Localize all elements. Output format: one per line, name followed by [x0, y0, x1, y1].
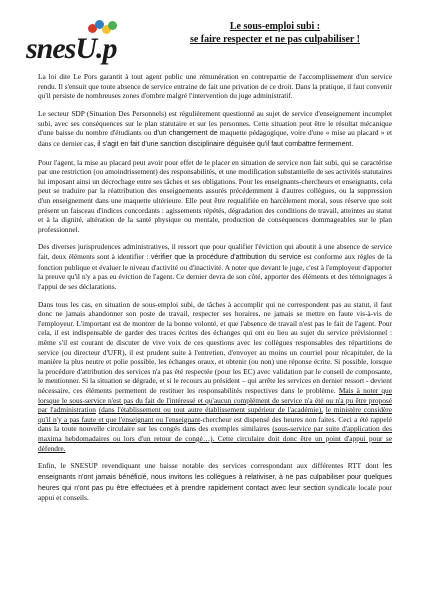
paragraph-sous-emploi	[38, 300, 392, 454]
logo-wordmark	[26, 32, 117, 66]
document-body	[38, 72, 392, 511]
logo-text-before: snesU	[26, 32, 97, 65]
p2-highlight-a: d'un changement de	[153, 130, 218, 138]
p6-text-a: Enfin, le SNESUP revendiquant une baisse notable des services correspondant aux différentes RTT dont	[38, 461, 379, 471]
title-line-1: Le sous-emploi subi :	[229, 21, 321, 32]
p5-text-e: -chercheur est dispensé des heures non faites. Ceci a été rappelé dans la toute nouvelle circulaire sur les congés dans des exemples similaires	[38, 414, 392, 434]
p4-text-c: est conforme aux règles de la fonction publique et évaluer le niveau d'activité ou d'inactivité. A noter que devant le juge, c'est à l'employeur d'apporter la preuve qu'il n'y a pas eu éviction de l'agent. Ce dernier devra de son côté, apporter des éléments et des témoignages à l'appui de ses déclarations.	[38, 252, 392, 291]
p5-underlined-c: (dans l'établissement ou tout autre établissement supérieur de l'académie),	[98, 405, 323, 415]
document-title	[150, 20, 400, 46]
p2-highlight-f: qu'il faut combattre fermement.	[257, 140, 354, 148]
p4-highlight-b: vérifier que la procédure d'attribution du service	[150, 254, 302, 262]
p6-text-d: syndicale locale pour appui et conseils.	[38, 482, 393, 503]
p5-underlined-b: Mais à noter que lorsque le sous-service n'est pas du fait de l'intéressé et qu'aucun complément de service n'a été ou n'a pu être proposé par l'administration	[38, 385, 392, 415]
p5-underlined-d: le ministère considère qu'il n'y a pas faute et que l'enseignant ou l'enseignant	[38, 405, 393, 424]
paragraph-conclusion	[38, 461, 392, 502]
title-line-2: se faire respecter et ne pas culpabiliser !	[189, 34, 361, 45]
p2-highlight-d: il s'agit en fait d'une	[97, 140, 159, 148]
paragraph-mise-au-placard: Pour l'agent, la mise au placard peut avoir pour effet de le placer en situation de service non fait subi, qui se caractérise par une restriction (ou amoindrissement) des responsabilités, et une modification substantielle de ses activités statutaires lui imposant ainsi un décrochage entre ses tâches et ses obligations. Pour les enseignants-chercheurs et enseignants, cela peut se traduire par la réattribution des enseignements assurés précédemment à d'autres collègues, ou la suppression d'un enseignement dans une maquette ultérieure. Elle peut être requalifiée en harcèlement moral, sous réserve que soit présent un faisceau d'indices concordants : agissements répétés, dégradation des conditions de travail, atteintes au statut et à la dignité, altération de la santé physique ou mentale, production de conséquences dommageables sur le plan professionnel.	[38, 157, 392, 234]
logo-text-after: .p	[96, 32, 117, 65]
p5-underlined-f: (sous-service par suite d'application des maxima hebdomadaires ou lors d'un retour de congé…). Cette circulaire doit donc être un point d'appui pour se défendre.	[38, 424, 392, 453]
p6-highlight-c: quelques heures qui n'ont pas pu être effectuées et à prendre rapidement contact avec leur section	[38, 473, 392, 492]
p6-highlight-b: les enseignants n'ont jamais bénéficié, nous invitons les collègues à relativiser, à ne pas culpabiliser pour	[38, 463, 392, 481]
paragraph-sdp	[38, 109, 392, 149]
p4-text-a: Des diverses jurisprudences administratives, il ressort que pour qualifier l'éviction qui aboutit à une absence de service fait, deux éléments sont à identifier :	[38, 242, 392, 262]
p2-text-a: Le secteur SDP (Situation Des Personnels) est régulièrement questionné au sujet de service d'enseignement incomplet subi, avec ses conséquences sur le plan statutaire et sur les personnes. Cette situation peut être le résultat mécanique d'une baisse du nombre d'étudiants ou	[38, 108, 392, 138]
p2-highlight-e: sanction disciplinaire déguisée	[160, 140, 256, 148]
p2-text-c: maquette pédagogique, voire d'une « mise au placard » et dans ce dernier cas,	[38, 128, 393, 148]
p5-text-a: Dans tous les cas, en situation de sous-emploi subi, de tâches à accomplir qui ne correspondent pas au statut, il faut donc ne jamais abandonner son poste de travail, respecter ses horaires, ne jamais se mettre en faute vis-à-vis de l'employeur. L'important est de montrer de la bonne volonté, et que l'absence de travail n'est pas le fait de l'agent. Pour cela, il est indispensable de garder des traces écrites des échanges qui ont eu lieu au sujet du service prévisionnel : même s'il est courant de discuter de vive voix de ces questions avec les collègues responsables des répartitions de service (ou directeur d'UFR), il est prudent suite à l'entretien, d'envoyer au moins un courriel pour récapituler, de la manière la plus neutre et polie possible, les échanges oraux, et obtenir (ou non) une réponse écrite. Si possible, lorsque la procédure d'attribution des services n'a pas été respectée (pour les EC) avec validation par le conseil de composante, le mentionner. Si la situation se dégrade, et si le recours au président – qui arrête les services en dernier ressort - devient nécessaire, ces éléments permettent de restituer les responsabilités respectives dans le problème.	[38, 299, 392, 395]
paragraph-intro: La loi dite Le Pors garantit à tout agent public une rémunération en contrepartie de l'accomplissement d'un service rendu. Il s'ensuit que toute absence de service entraine de fait une privation de ce droit. Dans la pratique, il faut convenir qu'il persiste de nombreuses zones d'ombre malgré l'intervention du juge administratif.	[38, 72, 392, 101]
paragraph-jurisprudence	[38, 242, 392, 291]
snesup-logo	[22, 18, 140, 70]
